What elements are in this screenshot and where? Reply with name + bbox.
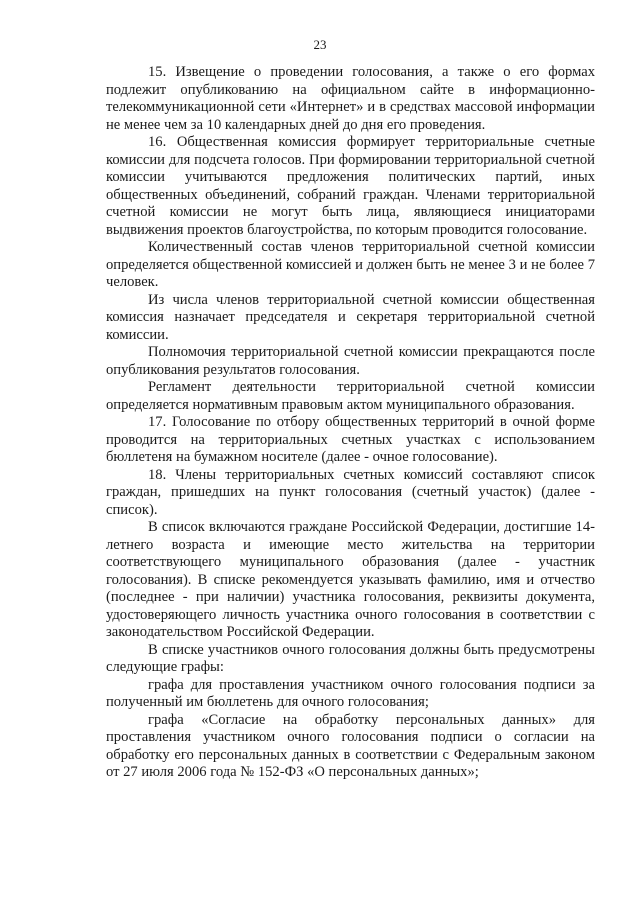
paragraph-column-consent: графа «Согласие на обработку персональных данных» для проставления участником очного голосования подписи о согласии на обработку его персональных данных в соответствии с Федеральным законом от 27 июля 2006 года № 152-ФЗ «О персональных данных»; [106,711,595,780]
paragraph-16-commission-formation: 16. Общественная комиссия формирует территориальные счетные комиссии для подсчета голосов. При формировании территориальной счетной комиссии учитываются предложения политических партий, иных общественных объединений, собраний граждан. Членами территориальной счетной комиссии не могут быть лица, являющиеся инициаторами выдвижения проектов благоустройства, по которым проводится голосование. [106,134,595,238]
paragraph-commission-size: Количественный состав членов территориальной счетной комиссии определяется общественной комиссией и должен быть не менее 3 и не более 7 человек. [106,239,595,290]
document-body [106,64,595,782]
paragraph-list-columns: В списке участников очного голосования должны быть предусмотрены следующие графы: [106,641,595,675]
paragraph-regulation: Регламент деятельности территориальной счетной комиссии определяется нормативным правовым актом муниципального образования. [106,379,595,413]
paragraph-15-announcement: 15. Извещение о проведении голосования, а также о его формах подлежит опубликованию на официальном сайте в информационно-телекоммуникационной сети «Интернет» и в средствах массовой информации не менее чем за 10 календарных дней до дня его проведения. [106,64,595,133]
paragraph-column-signature: графа для проставления участником очного голосования подписи за полученный им бюллетень для очного голосования; [106,676,595,710]
paragraph-chair-secretary: Из числа членов территориальной счетной комиссии общественная комиссия назначает председателя и секретаря территориальной счетной комиссии. [106,291,595,343]
page-number: 23 [313,37,327,52]
paragraph-18-voter-list: 18. Члены территориальных счетных комиссий составляют список граждан, пришедших на пункт голосования (счетный участок) (далее - список). [106,466,595,518]
paragraph-powers-termination: Полномочия территориальной счетной комиссии прекращаются после опубликования результатов голосования. [106,344,595,378]
paragraph-17-in-person-voting: 17. Голосование по отбору общественных территорий в очной форме проводится на территориальных счетных участках с использованием бюллетеня на бумажном носителе (далее - очное голосование). [106,414,595,465]
paragraph-list-inclusion: В список включаются граждане Российской Федерации, достигшие 14-летнего возраста и имеющие место жительства на территории соответствующего муниципального образования (далее - участник голосования). В списке рекомендуется указывать фамилию, имя и отчество (последнее - при наличии) участника голосования, реквизиты документа, удостоверяющего личность участника очного голосования в соответствии с законодательством Российской Федерации. [106,519,595,640]
